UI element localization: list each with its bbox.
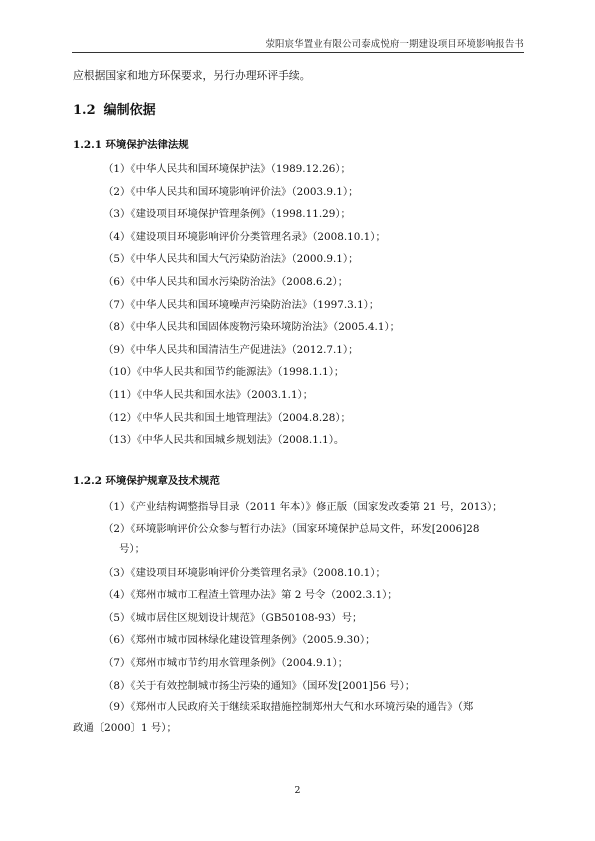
list-item: （4）《郑州市城市工程渣土管理办法》第 2 号令（2002.3.1）； [103, 589, 398, 602]
list-item: （5）《中华人民共和国大气污染防治法》（2000.9.1）； [103, 253, 359, 266]
list-item-line: （2）《环境影响评价公众参与暂行办法》（国家环境保护总局文件，环发[2006]28 [103, 522, 480, 535]
list-item: （11）《中华人民共和国水法》（2003.1.1）； [103, 388, 314, 401]
header-rule [72, 52, 524, 53]
list-item: （8）《中华人民共和国固体废物污染环境防治法》（2005.4.1）； [103, 321, 401, 334]
list-item: （4）《建设项目环境影响评价分类管理名录》（2008.10.1）； [103, 230, 386, 243]
list-item: （7）《中华人民共和国环境噪声污染防治法》（1997.3.1）； [103, 298, 380, 311]
section-heading [73, 99, 156, 118]
section-title: 编制依据 [103, 103, 156, 118]
laws-list [103, 158, 533, 452]
running-header: 荥阳宸华置业有限公司泰成悦府一期建设项目环境影响报告书 [265, 39, 524, 50]
list-item-multiline [73, 697, 533, 738]
list-item: （6）《郑州市城市园林绿化建设管理条例》（2005.9.30）； [103, 634, 376, 647]
list-item: （9）《中华人民共和国清洁生产促进法》（2012.7.1）； [103, 343, 359, 356]
list-item-line: （9）《郑州市人民政府关于继续采取措施控制郑州大气和水环境污染的通告》（郑 [103, 701, 474, 714]
list-item: （5）《城市居住区规划设计规范》（GB50108-93）号； [103, 611, 363, 624]
section-number: 1.2 [73, 103, 96, 118]
list-item: （13）《中华人民共和国城乡规划法》（2008.1.1）。 [103, 434, 345, 447]
list-item: （8）《关于有效控制城市扬尘污染的通知》（国环发[2001]56 号）； [103, 679, 416, 692]
page-number: 2 [294, 785, 301, 796]
regulations-list [73, 496, 533, 738]
list-item: （1）《产业结构调整指导目录（2011 年本）》修正版（国家发改委第 21 号，2013）； [103, 501, 503, 513]
subsection-heading-laws: 1.2.1 环境保护法律法规 [73, 139, 189, 151]
list-item-multiline [103, 519, 533, 562]
intro-paragraph: 应根据国家和地方环保要求，另行办理环评手续。 [73, 69, 311, 82]
list-item: （7）《郑州市城市节约用水管理条例》（2004.9.1）； [103, 656, 349, 669]
list-item: （6）《中华人民共和国水污染防治法》（2008.6.2）； [103, 275, 349, 288]
list-item-continuation: 政通〔2000〕1 号）； [73, 721, 177, 734]
list-item: （3）《建设项目环境影响评价分类管理名录》（2008.10.1）； [103, 566, 386, 579]
list-item: （10）《中华人民共和国节约能源法》（1998.1.1）； [103, 366, 345, 379]
list-item-continuation: 号）； [119, 543, 145, 556]
list-item: （2）《中华人民共和国环境影响评价法》（2003.9.1）； [103, 185, 359, 198]
subsection-heading-regulations: 1.2.2 环境保护规章及技术规范 [73, 475, 220, 487]
list-item: （3）《建设项目环境保护管理条例》（1998.11.29）； [103, 208, 351, 221]
list-item: （1）《中华人民共和国环境保护法》（1989.12.26）； [103, 163, 351, 175]
list-item: （12）《中华人民共和国土地管理法》（2004.8.28）； [103, 411, 351, 424]
